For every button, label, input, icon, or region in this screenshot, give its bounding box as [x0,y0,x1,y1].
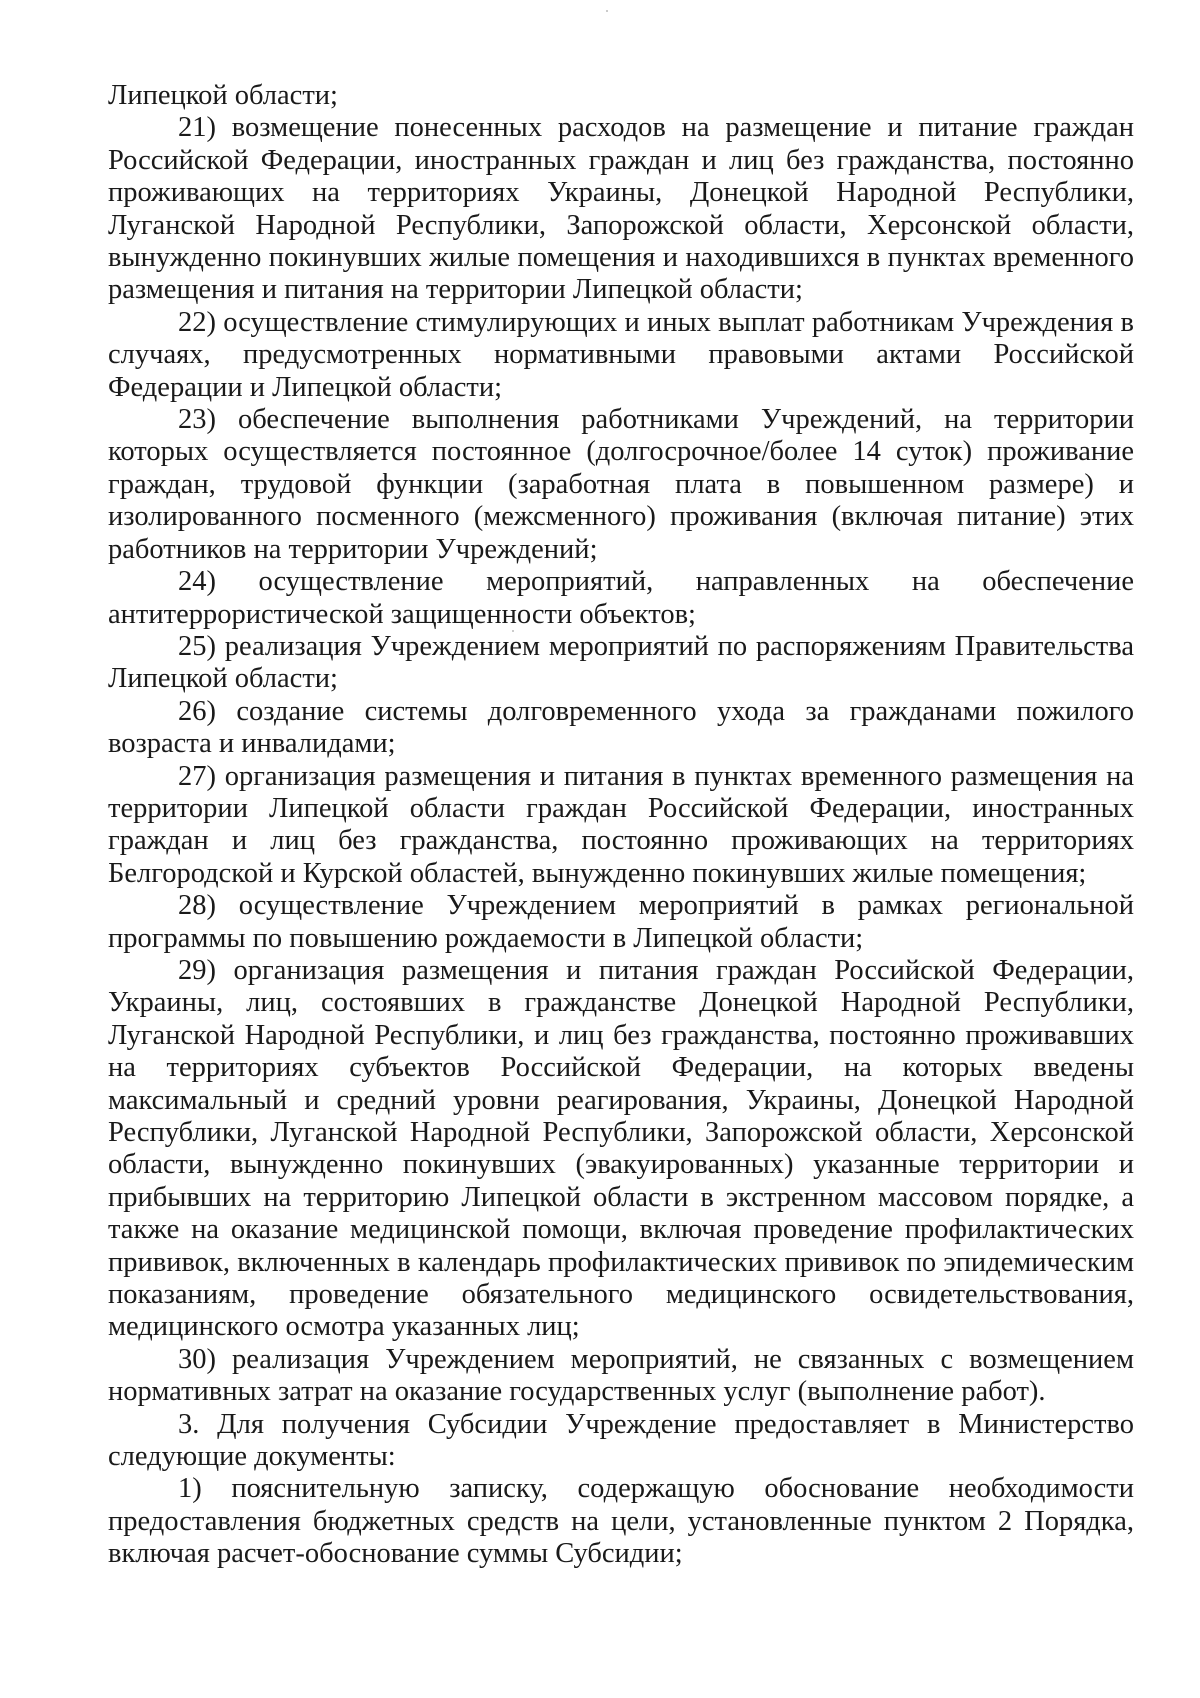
document-body [108,80,1134,1571]
paragraph-section-3-item-1: 1) пояснительную записку, содержащую обоснование необходимости предоставления бюджетных средств на цели, установленные пунктом 2 Порядка, включая расчет-обоснование суммы Субсидии; [108,1473,1134,1570]
paragraph-section-3: 3. Для получения Субсидии Учреждение предоставляет в Министерство следующие документы: [108,1408,1134,1473]
paragraph-item-23: 23) обеспечение выполнения работниками Учреждений, на территории которых осуществляется постоянное (долгосрочное/более 14 суток) проживание граждан, трудовой функции (заработная плата в повышенном размере) и изолированного посменного (межсменного) проживания (включая питание) этих работников на территории Учреждений; [108,404,1134,565]
paragraph-continuation: Липецкой области; [108,80,338,111]
scan-speck [606,10,608,12]
paragraph-item-28: 28) осуществление Учреждением мероприятий в рамках региональной программы по повышению рождаемости в Липецкой области; [108,890,1134,954]
paragraph-item-30: 30) реализация Учреждением мероприятий, не связанных с возмещением нормативных затрат на оказание государственных услуг (выполнение работ). [108,1343,1134,1408]
paragraph-item-21: 21) возмещение понесенных расходов на размещение и питание граждан Российской Федерации, иностранных граждан и лиц без гражданства, постоянно проживающих на территориях Украины, Донецкой Народной Республики, Луганской Народной Республики, Запорожской области, Херсонской области, вынужденно покинувших жилые помещения и находившихся в пунктах временного размещения и питания на территории Липецкой области; [108,112,1134,306]
paragraph-item-25: 25) реализация Учреждением мероприятий по распоряжениям Правительства Липецкой области; [108,630,1134,695]
paragraph-item-22: 22) осуществление стимулирующих и иных выплат работникам Учреждения в случаях, предусмотренных нормативными правовыми актами Российской Федерации и Липецкой области; [108,306,1134,403]
paragraph-item-26: 26) создание системы долговременного ухода за гражданами пожилого возраста и инвалидами; [108,695,1134,760]
paragraph-item-29: 29) организация размещения и питания граждан Российской Федерации, Украины, лиц, состоявших в гражданстве Донецкой Народной Республики, Луганской Народной Республики, и лиц без гражданства, постоянно проживавших на территориях субъектов Российской Федерации, на которых введены максимальный и средний уровни реагирования, Украины, Донецкой Народной Республики, Луганской Народной Республики, Запорожской области, Херсонской области, вынужденно покинувших (эвакуированных) указанные территории и прибывших на территорию Липецкой области в экстренном массовом порядке, а также на оказание медицинской помощи, включая проведение профилактических прививок, включенных в календарь профилактических прививок по эпидемическим показаниям, проведение обязательного медицинского освидетельствования, медицинского осмотра указанных лиц; [108,954,1134,1343]
paragraph-item-24: 24) осуществление мероприятий, направленных на обеспечение антитеррористической защищенности объектов; [108,566,1134,630]
paragraph-item-27: 27) организация размещения и питания в пунктах временного размещения на территории Липецкой области граждан Российской Федерации, иностранных граждан и лиц без гражданства, постоянно проживающих на территориях Белгородской и Курской областей, вынужденно покинувших жилые помещения; [108,760,1134,889]
